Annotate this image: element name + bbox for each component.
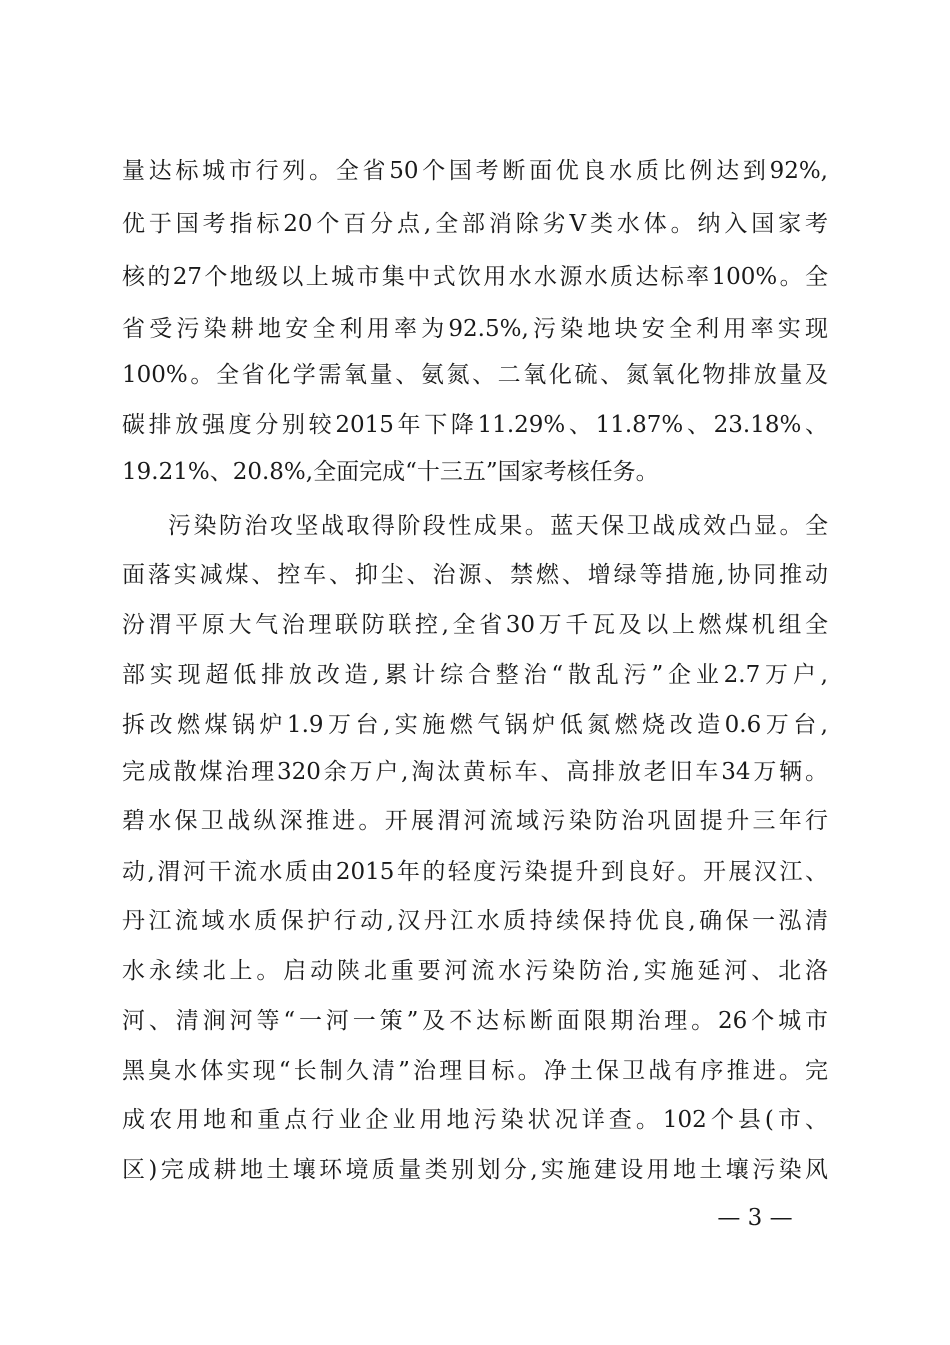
paragraph-2-line-9: 丹江流域水质保护行动,汉丹江水质持续保持优良,确保一泓清 (122, 908, 828, 934)
text-line-3: 核的27个地级以上城市集中式饮用水水源水质达标率100%。全 (122, 264, 828, 290)
text-line-7: 19.21%、20.8%,全面完成“十三五”国家考核任务。 (122, 459, 659, 485)
paragraph-2-line-14: 区)完成耕地土壤环境质量类别划分,实施建设用地土壤污染风 (122, 1157, 828, 1183)
page-number: — 3 — (717, 1205, 793, 1231)
paragraph-2-line-6: 完成散煤治理320余万户,淘汰黄标车、高排放老旧车34万辆。 (122, 759, 828, 785)
paragraph-2-line-11: 河、清涧河等“一河一策”及不达标断面限期治理。26个城市 (122, 1008, 828, 1034)
paragraph-2-line-4: 部实现超低排放改造,累计综合整治“散乱污”企业2.7万户, (122, 662, 828, 688)
text-line-6: 碳排放强度分别较2015年下降11.29%、11.87%、23.18%、 (122, 412, 828, 438)
paragraph-2-line-12: 黑臭水体实现“长制久清”治理目标。净土保卫战有序推进。完 (122, 1058, 828, 1084)
paragraph-2-line-1: 污染防治攻坚战取得阶段性成果。蓝天保卫战成效凸显。全 (168, 513, 828, 539)
paragraph-2-line-7: 碧水保卫战纵深推进。开展渭河流域污染防治巩固提升三年行 (122, 808, 828, 834)
paragraph-2-line-3: 汾渭平原大气治理联防联控,全省30万千瓦及以上燃煤机组全 (122, 612, 828, 638)
paragraph-2-line-13: 成农用地和重点行业企业用地污染状况详查。102个县(市、 (122, 1107, 828, 1133)
text-line-4: 省受污染耕地安全利用率为92.5%,污染地块安全利用率实现 (122, 316, 828, 342)
paragraph-2-line-8: 动,渭河干流水质由2015年的轻度污染提升到良好。开展汉江、 (122, 859, 828, 885)
paragraph-2-line-10: 水永续北上。启动陕北重要河流水污染防治,实施延河、北洛 (122, 958, 828, 984)
paragraph-2-line-5: 拆改燃煤锅炉1.9万台,实施燃气锅炉低氮燃烧改造0.6万台, (122, 712, 828, 738)
text-line-2: 优于国考指标20个百分点,全部消除劣Ⅴ类水体。纳入国家考 (122, 211, 828, 237)
text-line-1: 量达标城市行列。全省50个国考断面优良水质比例达到92%, (122, 158, 828, 184)
paragraph-2-line-2: 面落实减煤、控车、抑尘、治源、禁燃、增绿等措施,协同推动 (122, 562, 828, 588)
text-line-5: 100%。全省化学需氧量、氨氮、二氧化硫、氮氧化物排放量及 (122, 362, 828, 388)
